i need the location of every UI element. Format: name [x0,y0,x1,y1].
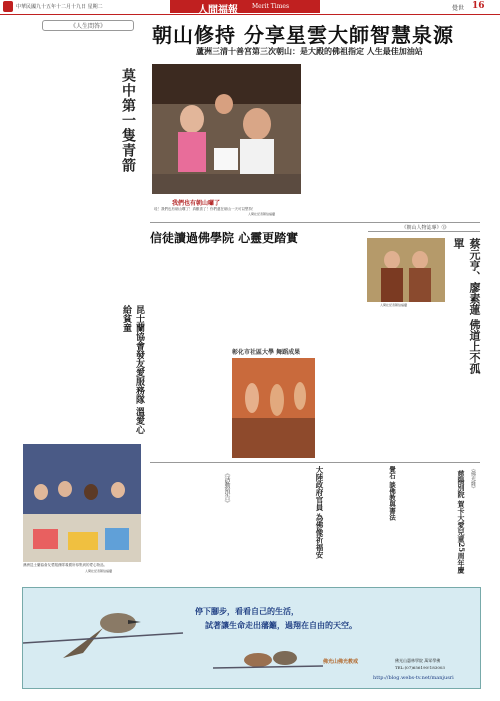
dance-photo [232,358,315,458]
volunteer-photo [23,444,141,562]
ad-phone: TEL:(07)656190!183003 [395,665,445,670]
middle-article-title: 信徒讀過佛學院 心靈更踏實 [150,231,299,245]
masthead-en: Merit Times [252,3,290,10]
header-date: 中華民國九十五年十二月十九日 星期二 [16,4,103,10]
dance-caption: 彰化市社區大學 舞蹈成果 [232,349,301,356]
section-name: 覺世 [452,5,465,12]
top-article-body-2 [387,64,480,219]
masthead-title: 人間福報 [198,5,238,16]
volunteer-title: 昆士蘭協會發友愛服務隊 溫愛心給貧童 [121,305,144,435]
dance-text [152,357,228,457]
series-tag: 《人生問答》 [42,20,134,31]
middle-article-body [150,245,360,345]
photo-caption-title: 我們也有朝山囉了 [172,200,221,207]
dance-text-2 [318,357,360,457]
volunteer-body [22,305,118,440]
lotus-series: 《佛光緣》 [470,466,476,491]
profile-body-2 [448,385,480,460]
profile-photo-image [367,238,445,302]
profile-photo-credit: 人間社記者陳信福攝 [380,303,408,307]
divider-2 [150,462,480,463]
ad-contact: 佛光山惠林學院 萬眾學佛 [395,658,441,663]
page-number: 16 [472,1,485,11]
left-body-text-1 [22,32,114,182]
masthead-bar [170,0,320,16]
top-article-body-1 [303,64,383,219]
children-photo-image [152,64,301,194]
volunteer-caption: 澳洲昆士蘭協會友愛服務隊義賣所募集到的愛心物品。 [23,563,107,567]
children-photo [152,64,301,194]
profile-series-tag: 《朝山人物誌專》⑬ [368,224,480,232]
top-article-title: 朝山修持 分享星雲大師智慧泉源 [152,23,454,47]
profile-title: 蔡元亨、廖素蓮 佛道上不孤單 [452,238,481,374]
events-body [150,466,220,578]
gov-body [232,466,312,578]
footer-ad [22,587,481,689]
events-title: 《活動預告》 [223,470,230,506]
sect-body [328,466,388,578]
gov-title: 大陸政府官員 為佛像祈福安 [315,466,324,559]
ad-line-2: 試著讓生命走出藩籬，過翔在自由的天空。 [205,620,357,630]
bird-illustration [23,588,480,688]
profile-body [367,310,447,460]
photo-caption: 哇！我們也有朝山囉了！真歡喜了！你們還在朝山一天可以堅持！ [154,207,256,211]
profile-photo [367,238,445,302]
ad-org-logo: 佛光山佛光教戒 [323,659,359,665]
logo-icon [3,1,13,12]
divider [150,222,480,223]
volunteer-credit: 人間社記者陳信福攝 [85,569,113,573]
lotus-body [402,470,454,578]
sect-title: 覺石 談佛教與書法 [388,466,396,521]
ad-line-1: 停下腳步，看看自己的生活， [195,606,299,616]
dance-photo-image [232,358,315,458]
top-article-subtitle: 蘆洲三清十善宮第三次朝山：是大殿的佛祖指定 人生最佳加油站 [196,46,423,56]
left-column [22,20,145,305]
left-title: 莫中第一隻青箭 [120,68,136,173]
page-header [0,0,500,15]
photo-credit: 人間社記者陳信福攝 [248,212,276,216]
ad-url: http://blog.webs-tv.net/manjusri [373,675,454,681]
left-body-text-2 [22,188,145,303]
lotus-title: 慈陽別院 賀卡大愛兒童25周年慶 [457,470,466,574]
volunteer-photo-image [23,444,141,562]
